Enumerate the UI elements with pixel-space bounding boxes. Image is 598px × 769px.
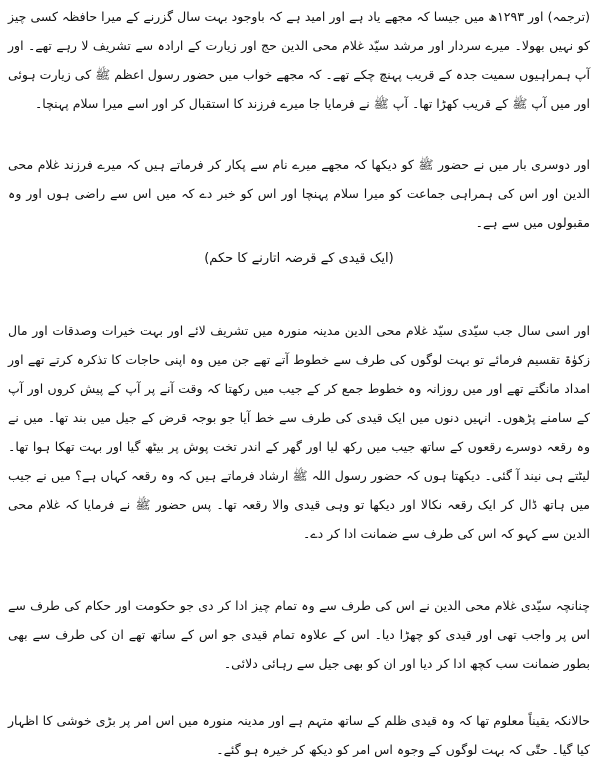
paragraph-5: حالانکہ یقیناً معلوم تھا کہ وہ قیدی ظلم کے ساتھ متہم ہے اور مدینہ منورہ میں اس امر پر بڑی خوشی کا اظہار کیا گیا۔ حتّٰی کہ بہت لوگوں کے وجوہ اس امر کو دیکھ کر خیرہ ہو گئے۔ — [8, 713, 590, 757]
paragraph-3: اور اسی سال جب سیّدی سیّد غلام محی الدین مدینہ منورہ میں تشریف لائے اور بہت خیرات وصدقات اور مال زکوٰۃ تقسیم فرمائے تو بہت لوگوں کی طرف سے خطوط آتے تھے جن میں وہ اپنی حاجات کا تذکرہ کرتے تھے اور امداد مانگتے تھے اور میں روزانہ وہ خطوط جمع کر کے جیب میں رکھتا کہ وقت آنے پر آپ کے پیش کروں اور آپ کے سامنے پڑھوں۔ انہیں دنوں میں ایک قیدی کی طرف سے خط آیا جو بوجہ قرض کے جیل میں بند تھا۔ میں نے وہ رقعہ دوسرے رقعوں کے ساتھ جیب میں رکھ لیا اور گھر کے اندر تخت پوش پر بیٹھ گیا اور بہت تھکا ہوا تھا۔ لیٹتے ہی نیند آ گئی۔ دیکھتا ہوں کہ حضور رسول اللہ ﷺ ارشاد فرماتے ہیں کہ وہ رقعہ کہاں ہے؟ میں نے جیب میں ہاتھ ڈال کر ایک رقعہ نکالا اور دیکھا تو وہی قیدی والا رقعہ تھا۔ پس حضور ﷺ نے فرمایا کہ غلام محی الدین سے کہو کہ اس کی طرف سے ضمانت ادا کر دے۔ — [8, 323, 590, 541]
section-heading: (ایک قیدی کے قرضہ اتارنے کا حکم) — [204, 251, 394, 266]
paragraph-2: اور دوسری بار میں نے حضور ﷺ کو دیکھا کہ مجھے میرے نام سے پکار کر فرماتے ہیں کہ میرے فرزند غلام محی الدین اور اس کی ہمراہی جماعت کو میرا سلام پہنچا اور اس کو خبر دے کہ میں اس سے راضی ہوں اور وہ مقبولوں میں سے ہے۔ — [8, 157, 590, 230]
paragraph-1: (ترجمہ) اور ۱۲۹۳ھ میں جیسا کہ مجھے یاد ہے اور امید ہے کہ باوجود بہت سال گزرنے کے میرا حافظہ کسی چیز کو نہیں بھولا۔ میرے سردار اور مرشد سیّد غلام محی الدین حج اور زیارت کے ارادہ سے تشریف لا رہے تھے۔ اور آپ ہمراہیوں سمیت جدہ کے قریب پہنچ چکے تھے۔ کہ مجھے خواب میں حضور رسول اعظم ﷺ کی زیارت ہوئی اور میں آپ ﷺ کے قریب کھڑا تھا۔ آپ ﷺ نے فرمایا جا میرے فرزند کا استقبال کر اور اسے میرا سلام پہنچا۔ — [8, 9, 590, 111]
paragraph-4: چنانچہ سیّدی غلام محی الدین نے اس کی طرف سے وہ تمام چیز ادا کر دی جو حکومت اور حکام کی طرف سے اس پر واجب تھی اور قیدی کو چھڑا دیا۔ اس کے علاوہ تمام قیدی جو اس کے ساتھ تھے ان کی طرف سے بھی بطور ضمانت سب کچھ ادا کر دیا اور ان کو بھی جیل سے رہائی دلائی۔ — [8, 598, 590, 671]
